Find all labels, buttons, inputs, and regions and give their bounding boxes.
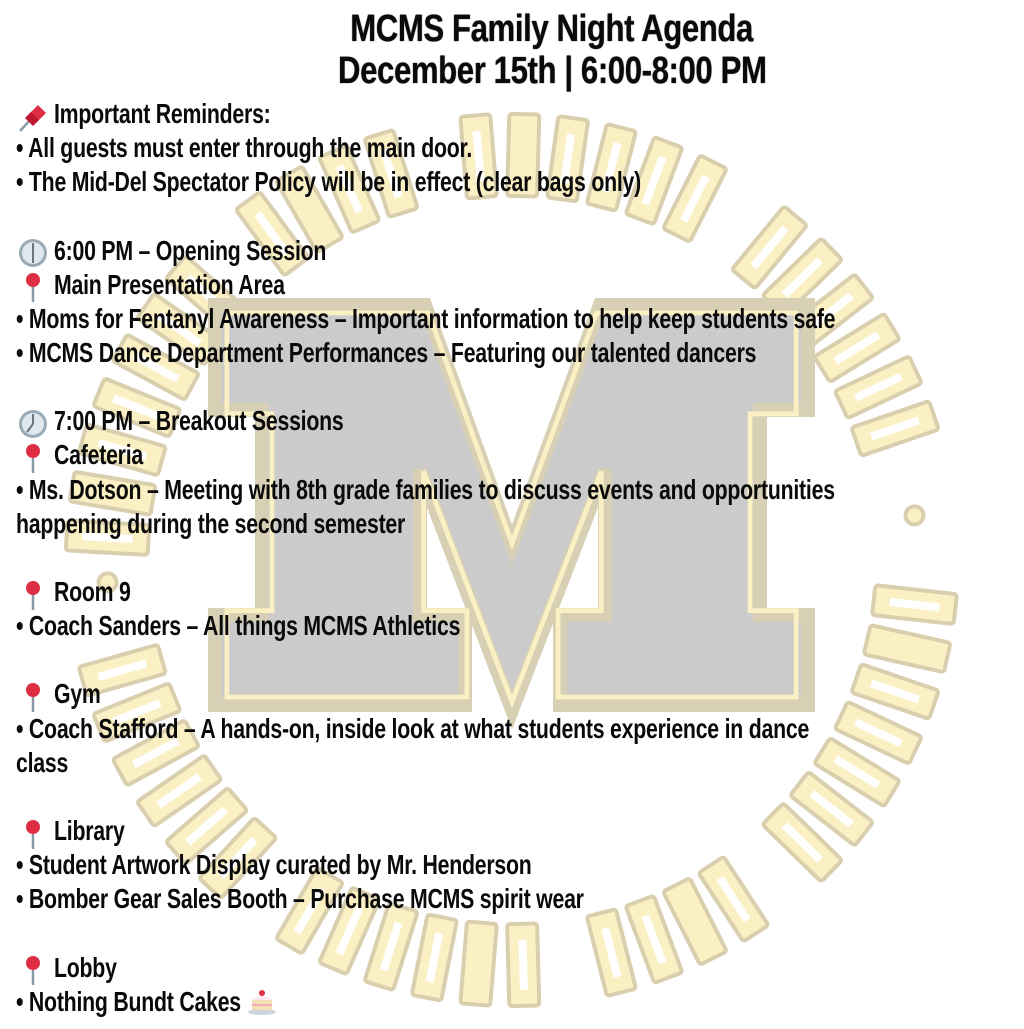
round-pushpin-icon [16,271,50,303]
round-pushpin-icon [16,681,50,713]
round-pushpin-icon [16,954,50,986]
location-library [16,814,1024,848]
list-item [16,336,1024,370]
spacer [16,643,1024,677]
line-text: • All guests must enter through the main door. [16,132,473,164]
list-item [16,882,1024,916]
spacer [16,780,1024,814]
list-item [16,848,1024,882]
event-date-time [40,50,1024,93]
cake-icon [247,986,277,1016]
line-text: • MCMS Dance Department Performances – Featuring our talented dancers [16,336,757,368]
line-text: Library [54,814,125,846]
section-heading: Important Reminders: [54,98,271,129]
line-text: 7:00 PM – Breakout Sessions [54,405,344,437]
page-title [40,8,1024,51]
list-item-continued [16,746,1024,780]
line-text: • Coach Sanders – All things MCMS Athletics [16,610,461,642]
clock-six-icon [16,237,50,269]
list-item [16,165,1024,199]
line-text: 6:00 PM – Opening Session [54,234,327,266]
line-text: • Bomber Gear Sales Booth – Purchase MCMS spirit wear [16,883,584,915]
round-pushpin-icon [16,442,50,474]
page-title-text: MCMS Family Night Agenda [350,8,754,50]
clock-seven-icon [16,408,50,440]
list-item-continued [16,507,1024,541]
line-text: • Nothing Bundt Cakes [16,985,241,1017]
line-text: • Student Artwork Display curated by Mr. Henderson [16,849,532,881]
location-main-presentation-area [16,268,1024,302]
spacer [16,199,1024,233]
agenda [16,97,1024,1019]
line-text: • Ms. Dotson – Meeting with 8th grade families to discuss events and opportunities [16,473,835,505]
location-cafeteria [16,438,1024,472]
spacer [16,370,1024,404]
opening-session-time [16,234,1024,268]
spacer [16,916,1024,950]
list-item [16,712,1024,746]
line-text: Cafeteria [54,439,144,471]
list-item [16,609,1024,643]
breakout-session-time [16,404,1024,438]
line-text: Gym [54,678,101,710]
line-text: • The Mid-Del Spectator Policy will be in effect (clear bags only) [16,166,642,198]
round-pushpin-icon [16,818,50,850]
line-text: • Coach Stafford – A hands-on, inside look at what students experience in dance [16,712,810,744]
list-item [16,473,1024,507]
location-lobby [16,951,1024,985]
location-gym [16,677,1024,711]
list-item [16,131,1024,165]
line-text: Room 9 [54,575,131,607]
location-room-9 [16,575,1024,609]
line-text: • Moms for Fentanyl Awareness – Important information to help keep students safe [16,302,836,334]
pushpin-icon [16,101,50,133]
list-item [16,302,1024,336]
event-date-time-text: December 15th | 6:00-8:00 PM [337,50,767,92]
line-text: class [16,746,69,778]
line-text: happening during the second semester [16,507,406,539]
reminders-heading [16,97,1024,131]
spacer [16,541,1024,575]
round-pushpin-icon [16,579,50,611]
line-text: Lobby [54,951,117,983]
list-item [16,985,1024,1019]
line-text: Main Presentation Area [54,268,285,300]
